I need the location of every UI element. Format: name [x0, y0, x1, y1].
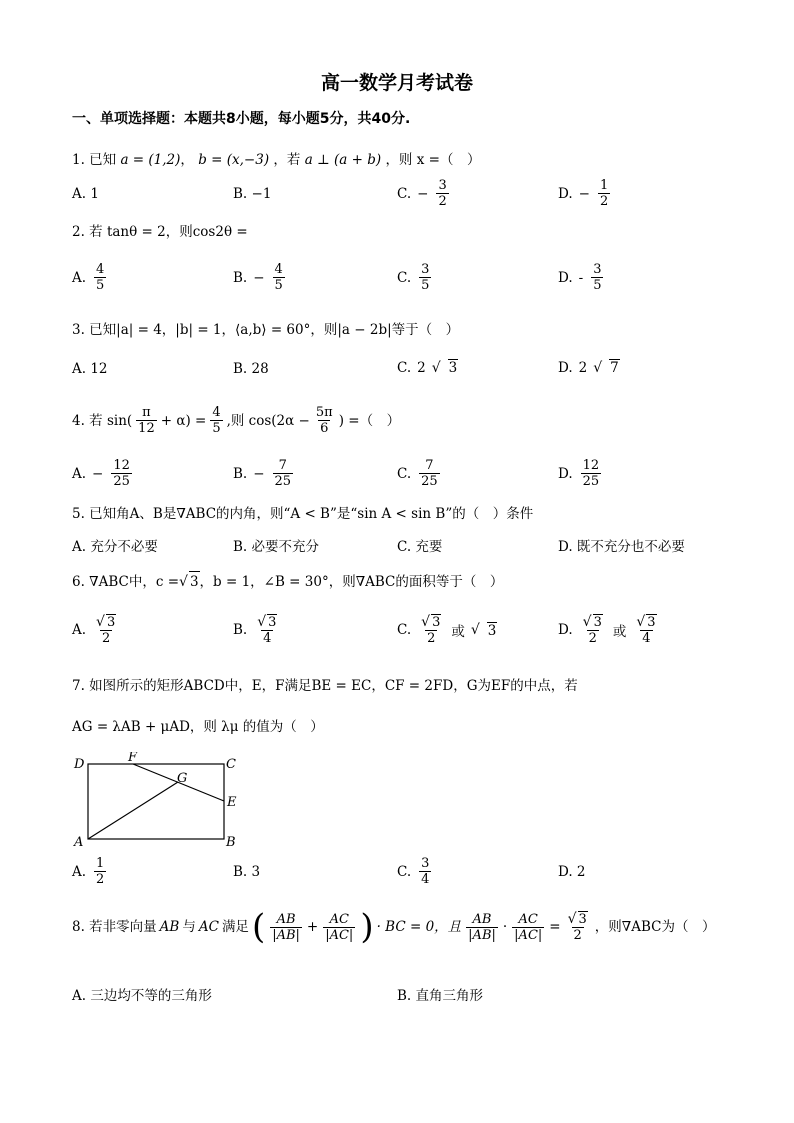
q3-c-label: C.: [397, 359, 412, 376]
q2-b-num: 4: [274, 262, 283, 277]
q6-d-radicand-2: 3: [647, 615, 656, 630]
q1-condition: ，若: [273, 152, 301, 168]
q6-c-den: 2: [427, 631, 436, 646]
q2-c-num: 3: [421, 262, 430, 277]
q8-tail: ，则∇ABC为（ ）: [594, 919, 716, 935]
q4-b-sign: −: [253, 465, 265, 482]
q2-b-fraction: [273, 262, 285, 293]
q4-option-a[interactable]: [72, 458, 134, 489]
sqrt-icon: √: [567, 911, 577, 927]
sqrt-icon: √: [257, 614, 267, 630]
q6-c-num: [419, 614, 443, 630]
q1-c-sign: −: [417, 185, 429, 202]
q4-d-label: D.: [558, 465, 573, 482]
q3-c-radicand: 3: [448, 360, 458, 376]
q3-option-b[interactable]: B. 28: [233, 361, 269, 377]
q1-d-fraction: [598, 178, 610, 209]
q6-d-den: 2: [588, 631, 597, 646]
q7-a-num: 1: [96, 856, 105, 871]
q4-a-label: A.: [72, 465, 87, 482]
q4-f1-den: 12: [138, 421, 155, 436]
q1-c-fraction: [436, 178, 448, 209]
section-heading: 一、单项选择题：本题共8小题，每小题5分，共40分.: [72, 111, 411, 127]
q6-a-num: [94, 614, 118, 630]
q8-option-a[interactable]: A. 三边均不等的三角形: [72, 988, 212, 1004]
q2-a-label: A.: [72, 269, 87, 286]
q4-option-b[interactable]: [233, 458, 295, 489]
q8-d4: |AC|: [514, 927, 543, 943]
q6-a-fraction: [94, 614, 118, 646]
q4-option-c[interactable]: [397, 458, 442, 489]
question-7-stem-line-1: 7. 如图所示的矩形ABCD中，E，F满足BE = EC，CF = 2FD，G为EF的中点，若: [72, 678, 578, 694]
label-g: G: [177, 771, 188, 786]
question-8-stem: [72, 907, 716, 947]
q2-a-num: 4: [96, 262, 105, 277]
q7-a-den: 2: [96, 872, 105, 887]
q1-d-sign: −: [578, 185, 590, 202]
q4-b-num: 7: [278, 458, 287, 473]
q2-option-b[interactable]: [233, 262, 287, 293]
sqrt-icon: √: [470, 622, 480, 638]
q1-c-den: 2: [438, 194, 447, 209]
q4-f1-num: π: [142, 405, 151, 420]
q2-b-den: 5: [274, 278, 283, 293]
question-2-stem: 2. 若 tanθ = 2，则cos2θ =: [72, 224, 248, 240]
sqrt-icon: √: [636, 614, 646, 630]
q6-c-fraction: [419, 614, 443, 646]
q2-a-fraction: [94, 262, 106, 293]
q7-c-fraction: [419, 856, 431, 887]
question-1-stem: 1. 已知 a = (1,2)， b = (x,−3) ，若 a ⊥ (a + b) ，则 x =（ ）: [72, 152, 481, 168]
label-a: A: [74, 835, 84, 850]
q1-perp: a ⊥ (a + b): [304, 152, 382, 168]
q7-c-num: 3: [421, 856, 430, 871]
q6-c-label: C.: [397, 622, 412, 638]
q6-d-label: D.: [558, 622, 573, 638]
q3-d-coef: 2: [578, 359, 588, 376]
q1-d-den: 2: [599, 194, 609, 209]
question-4-stem: [72, 405, 400, 436]
q1-d-label: D.: [558, 185, 573, 202]
q3-option-d[interactable]: [558, 359, 620, 376]
q4-c-label: C.: [397, 465, 412, 482]
q8-with: 与: [182, 919, 196, 935]
sqrt-icon: √: [421, 614, 431, 630]
q3-d-label: D.: [558, 359, 573, 376]
q6-a-label: A.: [72, 622, 87, 638]
q6-option-b[interactable]: [233, 614, 281, 646]
label-e: E: [227, 795, 237, 810]
q8-d2: |AC|: [325, 927, 354, 943]
q1-c-num: 3: [438, 178, 447, 193]
q8-n3: AB: [472, 911, 492, 927]
q6-d-num-2: [634, 614, 658, 630]
q4-d-den: 25: [582, 474, 600, 489]
q1-lead: 1. 已知: [72, 152, 117, 168]
q4-fraction-1: [136, 405, 157, 436]
q2-d-num: 3: [593, 262, 602, 277]
q4-f3-den: 6: [320, 421, 329, 436]
rectangle-abcd: [88, 764, 224, 839]
q6-stem-radicand: 3: [189, 571, 200, 592]
q4-a-sign: −: [92, 465, 104, 482]
q8-d3: |AB|: [468, 927, 496, 943]
q6-d-fraction-2: [634, 614, 658, 646]
q8-satisfy: 满足: [221, 919, 249, 935]
q2-option-c[interactable]: [397, 262, 433, 293]
q2-d-den: 5: [593, 278, 602, 293]
q2-c-fraction: [419, 262, 431, 293]
q6-a-den: 2: [102, 631, 111, 646]
q4-c-fraction: [419, 458, 440, 489]
q2-d-fraction: [591, 262, 603, 293]
sqrt-icon: √: [179, 574, 188, 590]
q8-result-fraction: [566, 911, 590, 943]
q8-n4: AC: [518, 911, 538, 927]
q8-n2: AC: [329, 911, 349, 927]
q2-option-d[interactable]: [558, 262, 605, 293]
q4-part-1: 4. 若 sin(: [72, 412, 133, 429]
q6-b-label: B.: [233, 622, 248, 638]
q8-n1: AB: [276, 911, 296, 927]
q7-option-b[interactable]: B. 3: [233, 864, 261, 880]
q5-option-b[interactable]: B. 必要不充分: [233, 539, 320, 555]
sqrt-icon: √: [582, 614, 592, 630]
left-paren-icon: (: [251, 907, 266, 947]
q6-b-den: 4: [263, 631, 272, 646]
q8-part-1: 8. 若非零向量: [72, 919, 157, 935]
q4-part-3: ,则 cos(2α −: [226, 412, 310, 429]
q8-mul: ·: [502, 919, 508, 935]
q2-d-sign: -: [578, 269, 584, 286]
q7-a-label: A.: [72, 863, 87, 880]
q2-option-a[interactable]: [72, 262, 108, 293]
q4-b-fraction: [273, 458, 294, 489]
q6-stem-part-1: 6. ∇ABC中，c =: [72, 574, 180, 590]
q4-c-den: 25: [421, 474, 438, 489]
q8-fraction-2: [323, 912, 355, 943]
label-c: C: [226, 757, 236, 772]
q8-result-radicand: 3: [578, 912, 587, 927]
q6-b-radicand: 3: [268, 615, 277, 630]
q6-d-radicand: 3: [593, 615, 602, 630]
question-5-stem: 5. 已知角A、B是∇ABC的内角，则“A < B”是“sin A < sin B”的（ ）条件: [72, 506, 534, 522]
q4-b-label: B.: [233, 465, 248, 482]
q6-d-num: [581, 614, 605, 630]
q7-c-label: C.: [397, 863, 412, 880]
q4-b-den: 25: [274, 474, 292, 489]
q4-d-fraction: [581, 458, 602, 489]
q8-dot-bc: · BC = 0，且: [376, 919, 462, 935]
q7-option-c[interactable]: [397, 856, 433, 887]
question-3-stem: 3. 已知|a| = 4，|b| = 1，⟨a,b⟩ = 60°，则|a − 2b|等于（ ）: [72, 322, 460, 338]
q4-c-num: 7: [425, 458, 434, 473]
q1-ask: ，则 x =（ ）: [385, 152, 481, 168]
q4-option-d[interactable]: [558, 458, 603, 489]
q2-c-label: C.: [397, 269, 412, 286]
right-paren-icon: ): [360, 907, 374, 947]
rectangle-figure: [70, 752, 250, 852]
q6-c-radicand-2: 3: [487, 622, 497, 639]
q8-equals: =: [549, 919, 561, 935]
q3-option-a[interactable]: A. 12: [72, 361, 108, 377]
q7-option-a[interactable]: [72, 856, 108, 887]
segment-ag: [88, 782, 178, 839]
q4-a-den: 25: [113, 474, 130, 489]
q4-part-4: ) =（ ）: [338, 412, 401, 429]
q2-b-sign: −: [253, 269, 265, 286]
q5-option-a[interactable]: A. 充分不必要: [72, 539, 158, 555]
sqrt-icon: √: [431, 359, 441, 376]
q4-part-2: + α) =: [160, 412, 207, 429]
q4-f2-den: 5: [212, 421, 221, 436]
q4-fraction-3: [314, 405, 335, 436]
q2-b-label: B.: [233, 269, 248, 286]
q2-c-den: 5: [421, 278, 430, 293]
q8-option-b[interactable]: B. 直角三角形: [397, 988, 484, 1004]
q6-b-num: [255, 614, 279, 630]
q7-a-fraction: [94, 856, 106, 887]
q6-option-c[interactable]: [397, 614, 497, 646]
q8-d1: |AB|: [272, 927, 300, 943]
q8-result-den: 2: [573, 928, 582, 943]
q5-option-d[interactable]: D. 既不充分也不必要: [558, 539, 685, 555]
q1-option-b[interactable]: B. −1: [233, 186, 272, 202]
q8-fraction-3: [466, 912, 498, 943]
sqrt-icon: √: [96, 614, 105, 630]
q6-option-a[interactable]: [72, 614, 120, 646]
q6-d-fraction: [581, 614, 605, 646]
q3-d-radicand: 7: [610, 360, 619, 376]
label-d: D: [74, 757, 85, 772]
q4-a-num: 12: [113, 458, 130, 473]
q4-d-num: 12: [582, 458, 600, 473]
sqrt-icon: √: [593, 359, 603, 376]
question-6-stem: [72, 571, 503, 592]
question-7-stem-line-2: AG = λAB + μAD，则 λμ 的值为（ ）: [72, 719, 324, 735]
q6-c-radicand: 3: [432, 615, 441, 630]
q4-f2-num: 4: [212, 405, 221, 420]
q8-vector-ac: AC: [198, 919, 219, 935]
q1-c-label: C.: [397, 185, 412, 202]
q1-vector-b: b = (x,−3): [198, 152, 270, 168]
q6-d-or: 或: [612, 624, 627, 640]
q1-d-num: 1: [599, 178, 609, 193]
q1-option-d[interactable]: [558, 178, 612, 209]
q4-a-fraction: [111, 458, 132, 489]
q7-option-d[interactable]: D. 2: [558, 864, 586, 880]
q8-fraction-4: [512, 912, 544, 943]
q8-result-num: [566, 911, 590, 927]
q4-f3-num: 5π: [315, 405, 333, 420]
label-b: B: [226, 835, 236, 850]
q1-vector-a: a = (1,2): [120, 152, 181, 168]
q1-option-c[interactable]: [397, 178, 451, 209]
q6-b-fraction: [255, 614, 279, 646]
q8-vector-ab: AB: [159, 919, 180, 935]
label-f: F: [128, 752, 138, 765]
q6-a-radicand: 3: [106, 615, 116, 630]
q6-d-den-2: 4: [642, 631, 651, 646]
q8-plus: +: [306, 919, 319, 935]
q6-stem-part-2: ，b = 1，∠B = 30°，则∇ABC的面积等于（ ）: [199, 574, 504, 590]
q2-d-label: D.: [558, 269, 573, 286]
q6-option-d[interactable]: [558, 614, 661, 646]
q3-option-c[interactable]: [397, 359, 458, 376]
q6-c-or: 或: [451, 624, 465, 640]
q4-fraction-2: [210, 405, 222, 436]
q7-c-den: 4: [421, 872, 430, 887]
q8-fraction-1: [270, 912, 302, 943]
q5-option-c[interactable]: C. 充要: [397, 539, 443, 555]
q3-c-coef: 2: [417, 359, 426, 376]
q1-option-a[interactable]: A. 1: [72, 186, 99, 202]
exam-title: 高一数学月考试卷: [320, 72, 473, 94]
q2-a-den: 5: [96, 278, 105, 293]
